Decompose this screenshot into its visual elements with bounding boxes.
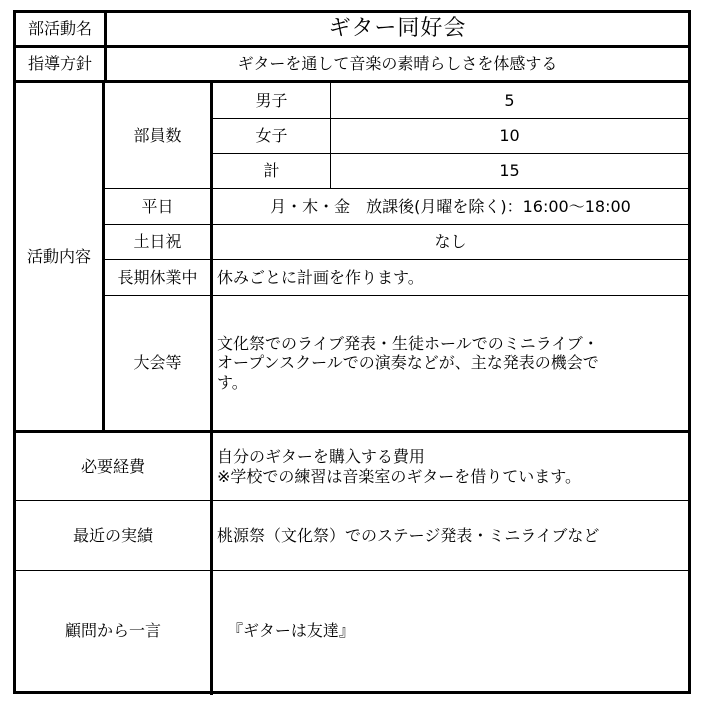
vacation-label: 長期休業中	[117, 267, 198, 287]
club-name: ギター同好会	[328, 15, 467, 41]
costs-label: 必要経費	[80, 456, 145, 476]
weekday-label: 平日	[141, 196, 174, 216]
advisor-value: 『ギターは友達』	[227, 621, 355, 641]
member-male-value: 5	[504, 90, 515, 110]
events-value: 文化祭でのライブ発表・生徒ホールでのミニライブ・ オープンスクールでの演奏などが、主な発表の機会で す。	[217, 334, 599, 392]
vacation-value: 休みごとに計画を作ります。	[217, 267, 424, 287]
member-female-label: 女子	[255, 126, 288, 146]
policy-text: ギターを通して音楽の素晴らしさを体感する	[237, 54, 558, 74]
weekend-value: なし	[434, 232, 467, 252]
club-info-table	[13, 10, 691, 694]
weekday-value: 月・木・金 放課後(月曜を除く)：16:00〜18:00	[270, 196, 631, 216]
policy-label: 指導方針	[27, 54, 92, 74]
costs-value: 自分のギターを購入する費用 ※学校での練習は音楽室のギターを借りています。	[217, 447, 581, 486]
events-label: 大会等	[133, 353, 182, 373]
achievements-value: 桃源祭（文化祭）でのステージ発表・ミニライブなど	[217, 525, 600, 545]
activity-section-label: 活動内容	[26, 246, 91, 266]
weekend-label: 土日祝	[133, 232, 182, 252]
achievements-label: 最近の実績	[72, 525, 153, 545]
member-male-label: 男子	[255, 90, 288, 110]
members-label: 部員数	[133, 125, 182, 145]
member-total-value: 15	[499, 161, 520, 181]
member-female-value: 10	[499, 126, 520, 146]
club-name-label: 部活動名	[27, 19, 92, 39]
member-total-label: 計	[263, 161, 280, 181]
advisor-label: 顧問から一言	[64, 621, 161, 641]
